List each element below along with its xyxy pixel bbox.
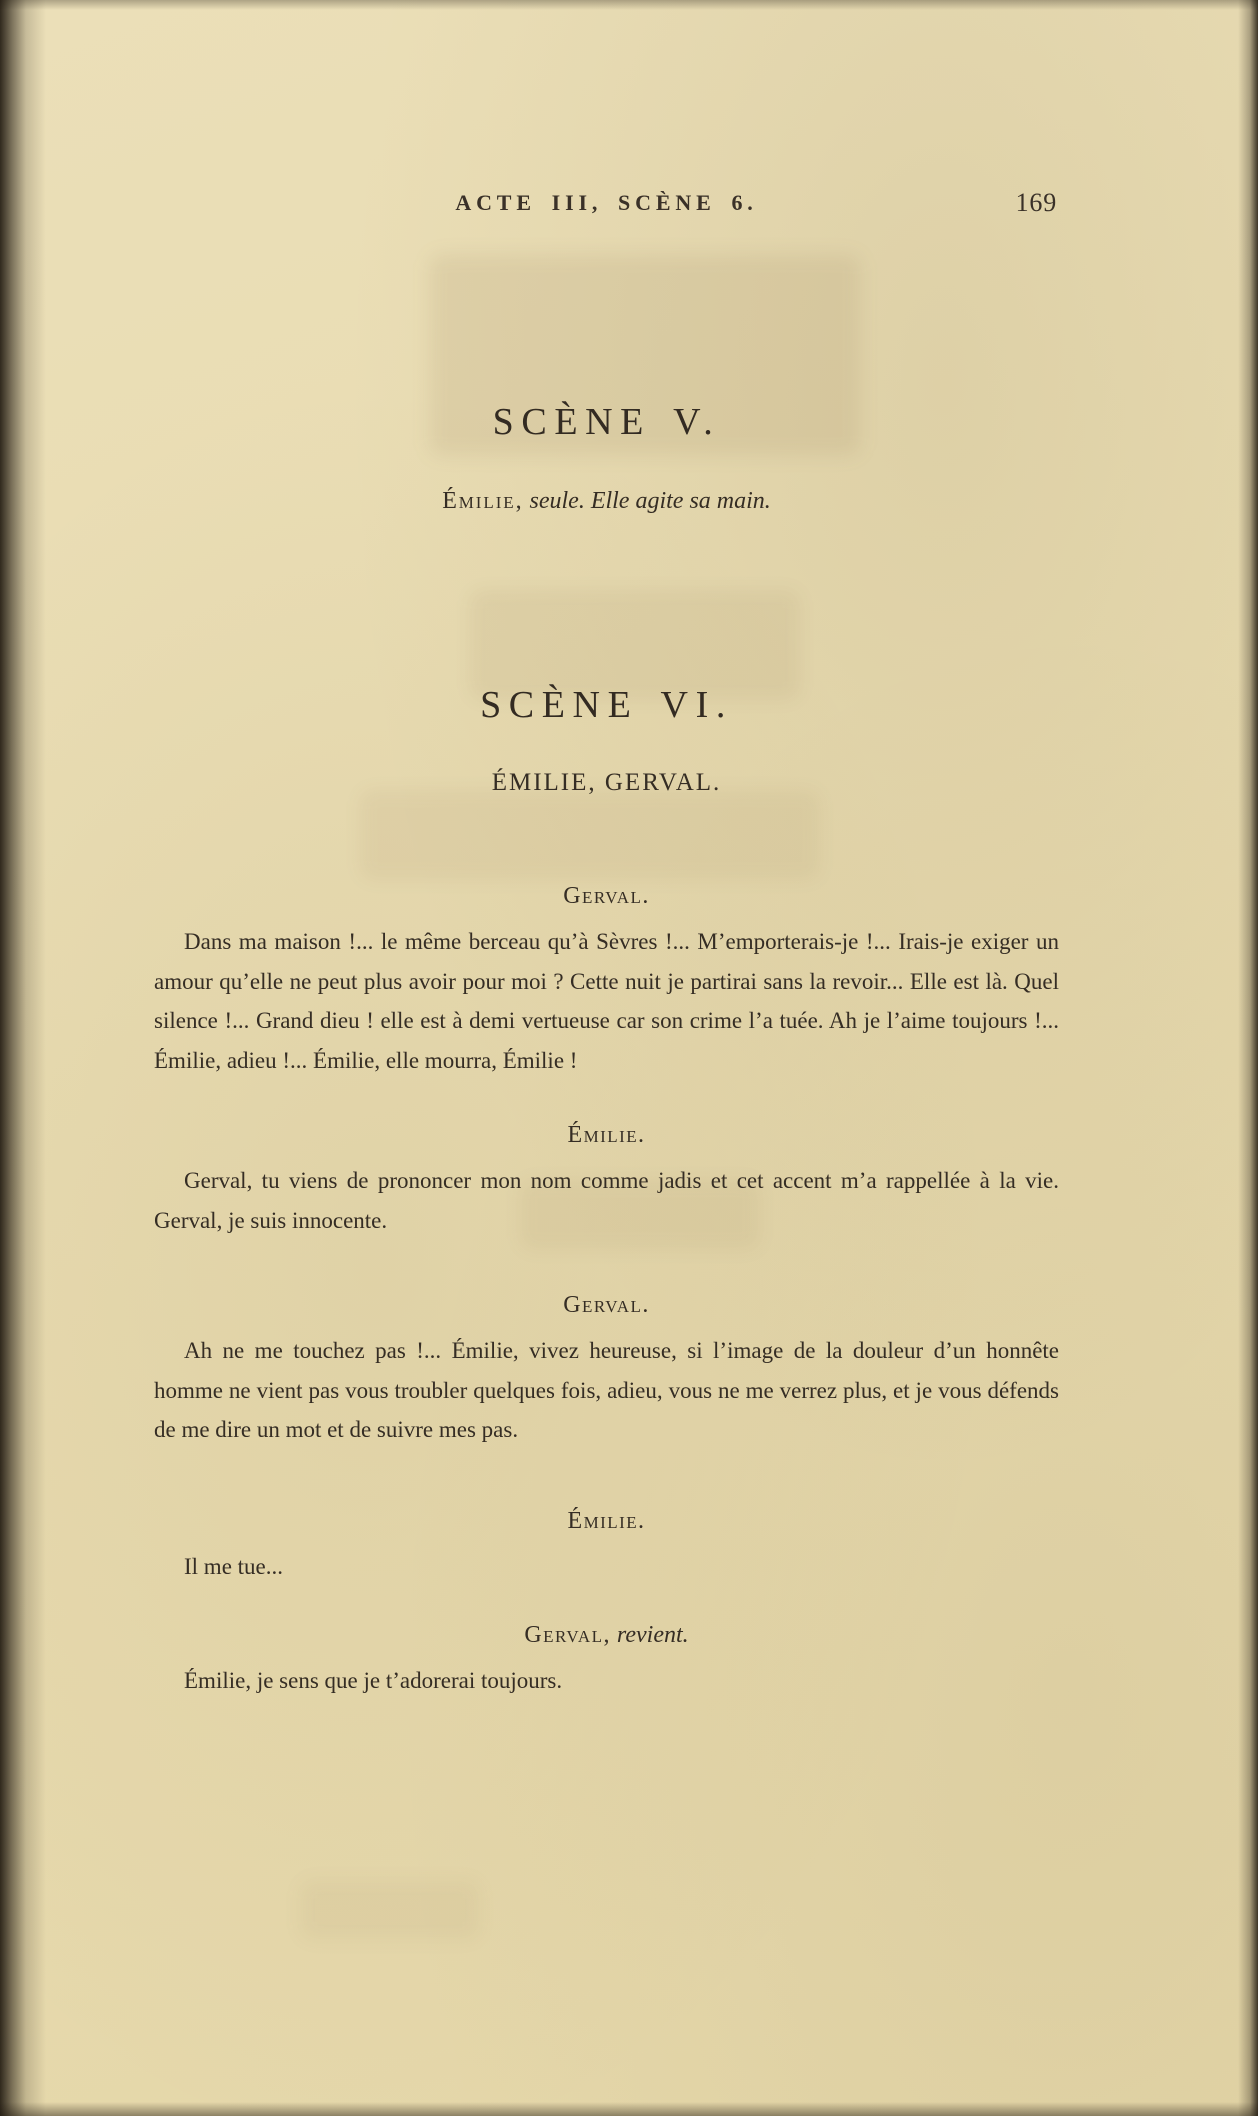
- speaker-name: Émilie.: [567, 1122, 646, 1148]
- speaker-label: [154, 1122, 1059, 1149]
- speaker-label: [154, 883, 1059, 910]
- show-through-stain: [300, 1880, 480, 1940]
- speaker-label: [154, 1622, 1059, 1649]
- scan-edge-top: [0, 0, 1258, 10]
- speaker-label: [154, 1508, 1059, 1535]
- stage-direction-text: seule. Elle agite sa main.: [529, 488, 771, 514]
- scene-6-heading: SCÈNE VI.: [480, 684, 733, 726]
- text-block: [154, 190, 1059, 1701]
- character-name: Émilie,: [442, 488, 524, 514]
- speech-paragraph: Gerval, tu viens de prononcer mon nom comme jadis et cet accent m’a rappellée à la vie. Gerval, je suis innocente.: [154, 1168, 1059, 1233]
- scene-5-stage-direction: [154, 488, 1059, 515]
- scan-edge-bottom: [0, 2102, 1258, 2116]
- speaker-name: Émilie.: [567, 1507, 646, 1534]
- running-title: ACTE III, SCÈNE 6.: [455, 190, 758, 215]
- scene-5-heading: SCÈNE V.: [492, 401, 721, 443]
- speaker-name: Gerval.: [563, 1292, 650, 1318]
- speaker-name: Gerval.: [563, 883, 650, 909]
- page-number: 169: [1015, 188, 1057, 217]
- speech-paragraph: Émilie, je sens que je t’adorerai toujours.: [184, 1668, 563, 1693]
- speech-paragraph: Dans ma maison !... le même berceau qu’à Sèvres !... M’emporterais-je !... Irais-je exiger un amour qu’elle ne peut plus avoir pour moi ? Cette nuit je partirai sans la revoir... Elle est là. Quel silence !... Grand dieu ! elle est à demi vertueuse car son crime l’a tuée. Ah je l’aime toujours !... Émilie, adieu !... Émilie, elle mourra, Émilie !: [154, 929, 1059, 1073]
- scene-6-cast-list: ÉMILIE, GERVAL.: [491, 769, 722, 796]
- running-header: [154, 190, 1059, 224]
- speaker-stage-direction: revient.: [616, 1622, 689, 1648]
- speaker-label: [154, 1292, 1059, 1319]
- speech-paragraph: Ah ne me touchez pas !... Émilie, vivez heureuse, si l’image de la douleur d’un honnête homme ne vient pas vous troubler quelques fois, adieu, vous ne me verrez plus, et je vous défends de me dire un mot et de suivre mes pas.: [154, 1338, 1059, 1442]
- speech-paragraph: Il me tue...: [184, 1553, 283, 1579]
- scan-edge-left: [0, 0, 46, 2116]
- scan-edge-right: [1238, 0, 1258, 2116]
- speaker-name: Gerval,: [524, 1622, 611, 1648]
